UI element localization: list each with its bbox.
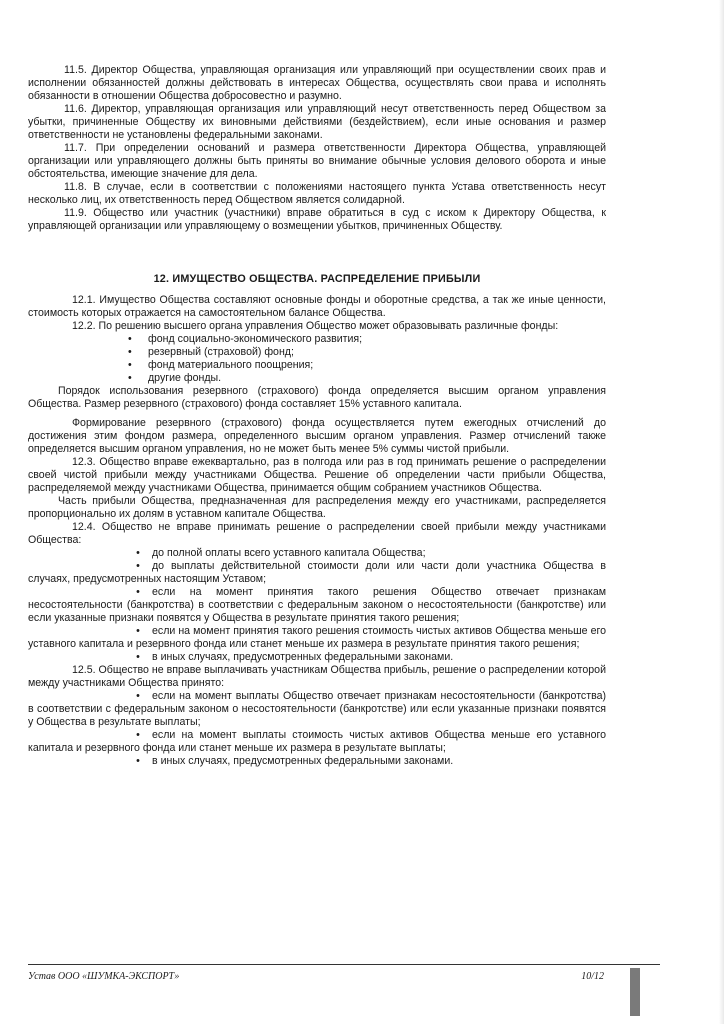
list-item: • в иных случаях, предусмотренных федеральными законами.: [28, 651, 606, 664]
clause-11-5: 11.5. Директор Общества, управляющая организация или управляющий при осуществлении своих прав и исполнении обязанностей должны действовать в интересах Общества, осуществлять свои права и исполнять обязанности в отношении Общества добросовестно и разумно.: [28, 64, 606, 102]
list-item: • до полной оплаты всего уставного капитала Общества;: [28, 547, 606, 560]
section-heading: 12. ИМУЩЕСТВО ОБЩЕСТВА. РАСПРЕДЕЛЕНИЕ ПРИБЫЛИ: [153, 273, 481, 285]
bullet-icon: •: [128, 359, 132, 371]
list-item: • другие фонды.: [128, 372, 222, 384]
list-item: • если на момент принятия такого решения Общество отвечает признакам несостоятельности (банкротства) в соответствии с федеральным законом о несостоятельности (банкротстве) или если указанные признаки появятся у Общества в результате принятия такого решения;: [28, 586, 606, 624]
bullet-icon: •: [136, 755, 140, 767]
bullet-icon: •: [136, 625, 140, 637]
bullet-icon: •: [128, 346, 132, 358]
reserve-formation-paragraph: Формирование резервного (страхового) фонда осуществляется путем ежегодных отчислений до достижения этим фондом размера, определенного высшим органом управления. Размер отчислений также определяется высшим органом управления, но не может быть менее 5% суммы чистой прибыли.: [28, 417, 606, 455]
scan-mark: [630, 968, 640, 1016]
clause-11-6: 11.6. Директор, управляющая организация или управляющий несут ответственность перед Обществом за убытки, причиненные Обществу их виновными действиями (бездействием), если иные основания и размер ответственности не установлены федеральными законами.: [28, 103, 606, 141]
list-item: • если на момент принятия такого решения стоимость чистых активов Общества меньше его уставного капитала и резервного фонда или станет меньше их размера в результате принятия такого решения;: [28, 625, 606, 650]
list-item: • если на момент выплаты стоимость чистых активов Общества меньше его уставного капитала и резервного фонда или станет меньше их размера в результате выплаты;: [28, 729, 606, 754]
bullet-icon: •: [136, 729, 140, 741]
page-footer: [28, 964, 660, 982]
list-item: • в иных случаях, предусмотренных федеральными законами.: [28, 755, 606, 768]
profit-share-paragraph: Часть прибыли Общества, предназначенная для распределения между его участниками, распределяется пропорционально их долям в уставном капитале Общества.: [28, 495, 606, 520]
bullet-icon: •: [136, 547, 140, 559]
page-number: 10/12: [581, 971, 604, 982]
list-item: • фонд материального поощрения;: [128, 359, 314, 371]
clause-12-2: 12.2. По решению высшего органа управления Общество может образовывать различные фонды:: [72, 320, 559, 332]
clause-11-9: 11.9. Общество или участник (участники) вправе обратиться в суд с иском к Директору Общества, к управляющей организации или управляющему о возмещении убытков, причиненных Обществу.: [28, 207, 606, 232]
footer-document-title: Устав ООО «ШУМКА-ЭКСПОРТ»: [28, 971, 180, 982]
list-item: • до выплаты действительной стоимости доли или части доли участника Общества в случаях, предусмотренных настоящим Уставом;: [28, 560, 606, 585]
clause-12-1: 12.1. Имущество Общества составляют основные фонды и оборотные средства, а так же иные ценности, стоимость которых отражается на самостоятельном балансе Общества.: [28, 294, 606, 319]
clause-11-7: 11.7. При определении оснований и размера ответственности Директора Общества, управляющей организации или управляющего должны быть приняты во внимание обычные условия делового оборота и иные обстоятельства, имеющие значение для дела.: [28, 142, 606, 180]
bullet-icon: •: [136, 651, 140, 663]
bullet-icon: •: [136, 690, 140, 702]
clause-12-4: 12.4. Общество не вправе принимать решение о распределении своей прибыли между участниками Общества:: [28, 521, 606, 546]
bullet-icon: •: [128, 333, 132, 345]
document-body: [28, 64, 606, 768]
bullet-icon: •: [128, 372, 132, 384]
clause-12-5: 12.5. Общество не вправе выплачивать участникам Общества прибыль, решение о распределении которой между участниками Общества принято:: [28, 664, 606, 689]
clause-12-3: 12.3. Общество вправе ежеквартально, раз в полгода или раз в год принимать решение о распределении своей чистой прибыли между участниками Общества. Решение об определении части прибыли Общества, распределяемой между участниками Общества, принимается общим собранием участников Общества.: [28, 456, 606, 494]
clause-12-5-list: [28, 690, 606, 768]
bullet-icon: •: [136, 586, 140, 598]
list-item: • если на момент выплаты Общество отвечает признакам несостоятельности (банкротства) в соответствии с федеральным законом о несостоятельности (банкротстве) или если указанные признаки появятся у Общества в результате выплаты;: [28, 690, 606, 728]
page-edge-shadow: [719, 0, 724, 1024]
funds-list: [28, 333, 606, 385]
bullet-icon: •: [136, 560, 140, 572]
clause-11-8: 11.8. В случае, если в соответствии с положениями настоящего пункта Устава ответственность несут несколько лиц, их ответственность перед Обществом является солидарной.: [28, 181, 606, 206]
reserve-order-paragraph: Порядок использования резервного (страхового) фонда определяется высшим органом управления Общества. Размер резервного (страхового) фонда составляет 15% уставного капитала.: [28, 385, 606, 410]
list-item: • резервный (страховой) фонд;: [128, 346, 294, 358]
clause-12-4-list: [28, 547, 606, 664]
list-item: • фонд социально-экономического развития;: [128, 333, 363, 345]
